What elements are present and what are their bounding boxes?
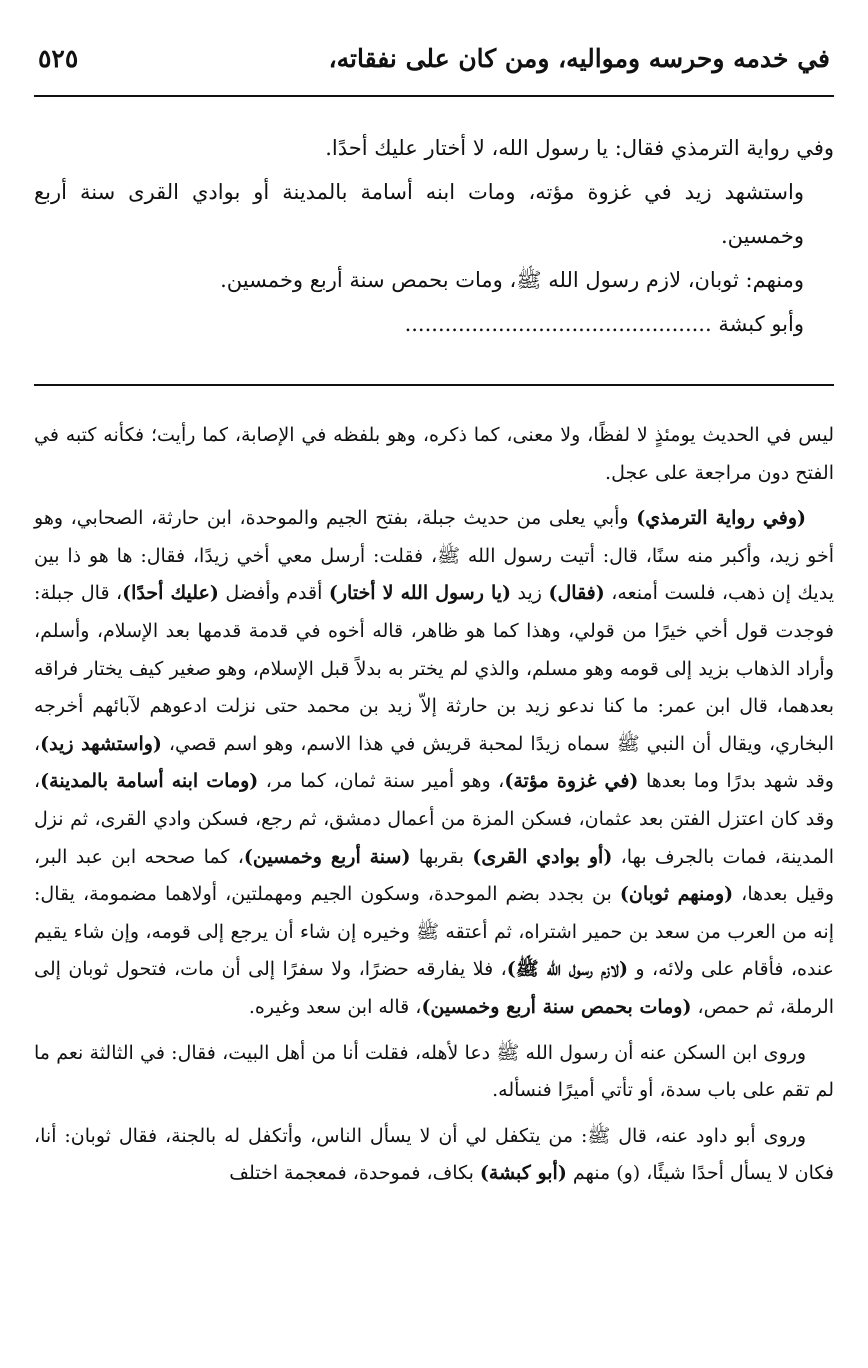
quoted-matn-phrase: (ومنهم ثوبان) xyxy=(619,883,734,906)
quoted-matn-phrase: (فقال) xyxy=(548,582,605,605)
quoted-matn-phrase: (في غزوة مؤتة) xyxy=(504,770,639,793)
commentary-text: ، وقد شهد بدرًا وما بعدها xyxy=(34,732,834,793)
commentary-text: ، قاله ابن سعد وغيره. xyxy=(248,995,422,1018)
main-text xyxy=(34,126,834,346)
quoted-matn-phrase: (ومات بحمص سنة أربع وخمسين) xyxy=(421,995,692,1018)
quoted-matn-phrase: (ومات ابنه أسامة بالمدينة) xyxy=(40,770,259,793)
quoted-matn-phrase: (وفي رواية الترمذي) xyxy=(636,507,806,530)
commentary-text: ، فلا يفارقه حضرًا، ولا سفرًا إلى أن مات، فتحول ثوبان إلى الرملة، ثم حمص، xyxy=(34,958,834,1018)
commentary-paragraph: وروى ابن السكن عنه أن رسول الله ﷺ دعا لأهله، فقلت أنا من أهل البيت، فقال: في الثالثة نعم ما لم تقم على باب سدة، أو تأتي أميرًا فنسأله. xyxy=(34,1041,834,1102)
commentary-text: أقدم وأفضل xyxy=(218,582,329,605)
commentary-paragraph xyxy=(34,500,834,1026)
commentary-text: بن بجدد بضم الموحدة، وسكون الجيم ومهملتين، أولاهما مضمومة، يقال: إنه من العرب من سعد بن حمير اشتراه، ثم أعتقه ﷺ وخيره إن شاء أن يرجع إلى قومه، وإن شاء يقيم عنده، فأقام على ولائه، و xyxy=(34,883,835,981)
commentary-text: وروى أبو داود عنه، قال ﷺ: من يتكفل لي أن لا يسأل الناس، وأتكفل له بالجنة، فقال ثوبان: أنا، فكان لا يسأل أحدًا شيئًا، (و) منهم xyxy=(34,1124,834,1185)
commentary-text: بقربها xyxy=(410,845,473,868)
commentary-text: زيد xyxy=(511,582,549,605)
quoted-matn-phrase: (يا رسول الله لا أختار) xyxy=(328,582,512,605)
commentary-paragraph: ليس في الحديث يومئذٍ لا لفظًا، ولا معنى، كما ذكره، وهو بلفظه في الإصابة، كما رأيت؛ فكأنه كتبه في الفتح دون مراجعة على عجل. xyxy=(34,424,834,484)
page-number: ٥٢٥ xyxy=(38,44,79,73)
commentary xyxy=(34,417,834,1201)
commentary-text: وأبي يعلى من حديث جبلة، بفتح الجيم والموحدة، ابن حارثة، الصحابي، وهو أخو زيد، وأكبر منه سنًا، قال: أتيت رسول الله ﷺ، فقلت: أرسل معي أخي زيدًا، فقال: ها هو ذا بين يديك إن ذهب، فلست أمنعه، xyxy=(34,507,834,605)
main-paragraph: ومنهم: ثوبان، لازم رسول الله ﷺ، ومات بحمص سنة أربع وخمسين. xyxy=(220,268,804,292)
quoted-matn-phrase: (لازم رسول الله ﷺ) xyxy=(506,958,628,981)
commentary-text: ، وهو أمير سنة ثمان، كما مر، xyxy=(258,770,505,793)
main-paragraph: وأبو كبشة .............................................. xyxy=(404,312,804,336)
running-title: في خدمه وحرسه ومواليه، ومن كان على نفقاته، xyxy=(328,44,830,73)
main-paragraph: واستشهد زيد في غزوة مؤته، ومات ابنه أسامة بالمدينة أو بوادي القرى سنة أربع وخمسين. xyxy=(34,180,804,248)
quoted-matn-phrase: (واستشهد زيد) xyxy=(40,732,162,755)
commentary-text: بكاف، فموحدة، فمعجمة اختلف xyxy=(229,1162,480,1185)
section-divider xyxy=(34,384,834,386)
quoted-matn-phrase: (عليك أحدًا) xyxy=(122,582,219,605)
commentary-text: ، قال جبلة: فوجدت قول أخي خيرًا من قولي، وهذا كما هو ظاهر، قاله أخوه في قدمة قدمها بعد الإسلام، وأسلم، وأراد الذهاب بزيد إلى قومه وهو مسلم، والذي لم يختر به بدلاً قبل الإسلام، وهو صغير كيف يختار فراقه بعدهما، قال ابن عمر: ما كنا ندعو زيد بن حارثة إلاّ زيد بن محمد حتى نزلت ادعوهم لآبائهم أخرجه البخاري، ويقال أن النبي ﷺ سماه زيدًا لمحبة قريش في هذا الاسم، وهو اسم قصي، xyxy=(34,582,834,755)
quoted-matn-phrase: (سنة أربع وخمسين) xyxy=(243,845,411,868)
quoted-matn-phrase: (أبو كبشة) xyxy=(479,1162,567,1185)
main-paragraph: وفي رواية الترمذي فقال: يا رسول الله، لا أختار عليك أحدًا. xyxy=(325,136,834,160)
quoted-matn-phrase: (أو بوادي القرى) xyxy=(472,845,613,868)
commentary-paragraph xyxy=(34,1118,834,1193)
commentary-text: ، كما صححه ابن عبد البر، وقيل بعدها، xyxy=(34,845,834,906)
commentary-text: ، وقد كان اعتزل الفتن بعد عثمان، فسكن المزة من أعمال دمشق، ثم رجع، فسكن وادي القرى، ثم نزل المدينة، فمات بالجرف بها، xyxy=(34,770,834,868)
header-rule xyxy=(34,95,834,97)
page-header xyxy=(34,44,834,84)
